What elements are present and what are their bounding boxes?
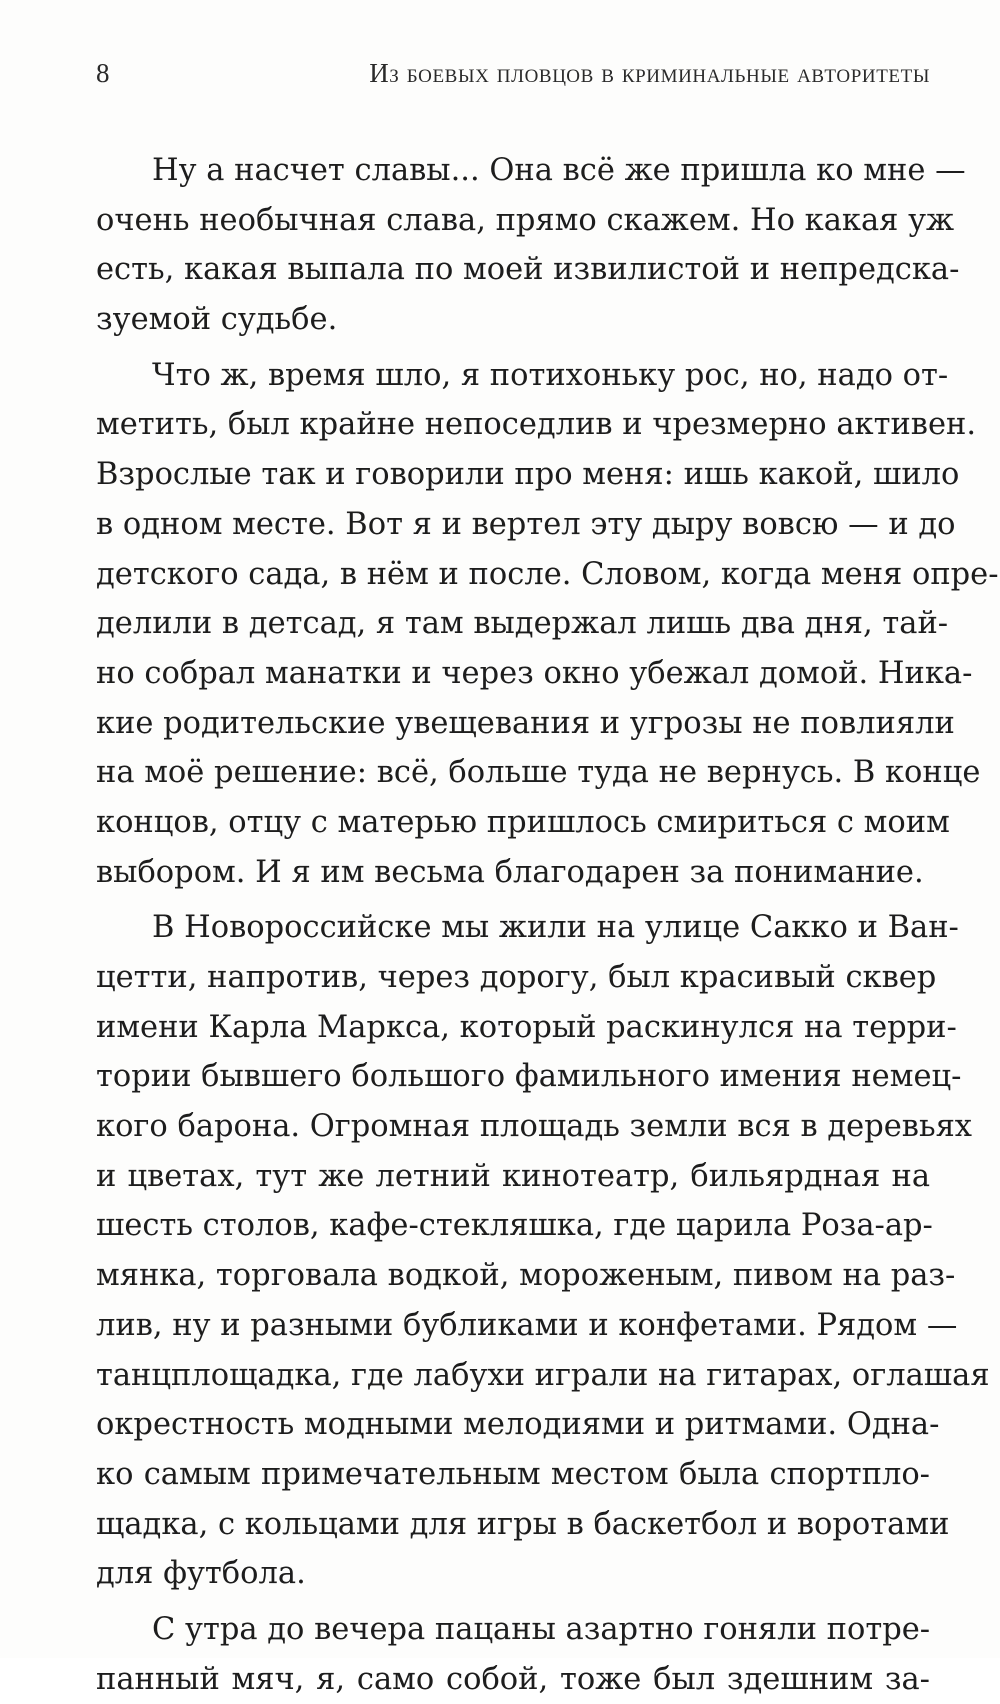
text-line: панный мяч, я, само собой, тоже был здешним за- xyxy=(96,1661,930,1697)
page-number: 8 xyxy=(96,58,110,88)
text-line: цетти, напротив, через дорогу, был красивый сквер xyxy=(96,960,937,995)
text-line: и цветах, тут же летний кинотеатр, бильярдная на xyxy=(96,1158,930,1194)
text-line: С утра до вечера пацаны азартно гоняли потре- xyxy=(152,1611,931,1647)
text-line: концов, отцу с матерью пришлось смириться с моим xyxy=(96,804,950,840)
text-line: мянка, торговала водкой, мороженым, пивом на раз- xyxy=(96,1258,956,1294)
paragraph xyxy=(96,1605,930,1704)
running-head xyxy=(96,58,930,98)
text-line: Ну а насчет славы... Она всё же пришла ко мне — xyxy=(152,153,966,188)
text-line: щадка, с кольцами для игры в баскетбол и воротами xyxy=(96,1506,950,1542)
paragraph xyxy=(96,903,990,1599)
text-line: делили в детсад, я там выдержал лишь два дня, тай- xyxy=(96,606,949,642)
text-line: для футбола. xyxy=(96,1556,306,1592)
text-line: кого барона. Огромная площадь земли вся в деревьях xyxy=(96,1109,973,1145)
text-line: зуемой судьбе. xyxy=(96,302,338,338)
running-title: Из боевых пловцов в криминальные авторитеты xyxy=(369,58,930,88)
text-line: танцплощадка, где лабухи играли на гитарах, оглашая xyxy=(96,1357,990,1393)
text-line: есть, какая выпала по моей извилистой и непредска- xyxy=(96,252,960,288)
text-line: но собрал манатки и через окно убежал домой. Ника- xyxy=(96,655,973,691)
text-line: метить, был крайне непоседлив и чрезмерно активен. xyxy=(96,407,977,443)
text-line: окрестность модными мелодиями и ритмами. Одна- xyxy=(96,1407,940,1443)
text-line: ко самым примечательным местом была спортпло- xyxy=(96,1456,930,1492)
paragraph xyxy=(96,351,999,898)
text-line: Взрослые так и говорили про меня: ишь какой, шило xyxy=(96,457,960,493)
text-line: шесть столов, кафе-стекляшка, где царила Роза-ар- xyxy=(96,1208,933,1244)
text-line: в одном месте. Вот я и вертел эту дыру вовсю — и до xyxy=(96,506,956,542)
text-line: В Новороссийске мы жили на улице Сакко и Ван- xyxy=(152,910,959,946)
text-line: кие родительские увещевания и угрозы не повлияли xyxy=(96,705,955,741)
text-line: очень необычная слава, прямо скажем. Но какая уж xyxy=(96,202,955,238)
text-line: лив, ну и разными бубликами и конфетами. Рядом — xyxy=(96,1307,958,1343)
text-line: тории бывшего большого фамильного имения немец- xyxy=(96,1059,962,1095)
paragraph xyxy=(96,146,966,345)
text-line: имени Карла Маркса, который раскинулся на терри- xyxy=(96,1009,957,1045)
body-text xyxy=(96,146,999,1704)
text-line: на моё решение: всё, больше туда не вернусь. В конце xyxy=(96,755,981,791)
text-line: детского сада, в нём и после. Словом, когда меня опре- xyxy=(96,556,999,592)
text-line: Что ж, время шло, я потихоньку рос, но, надо от- xyxy=(152,357,949,393)
text-line: выбором. И я им весьма благодарен за понимание. xyxy=(96,854,924,890)
